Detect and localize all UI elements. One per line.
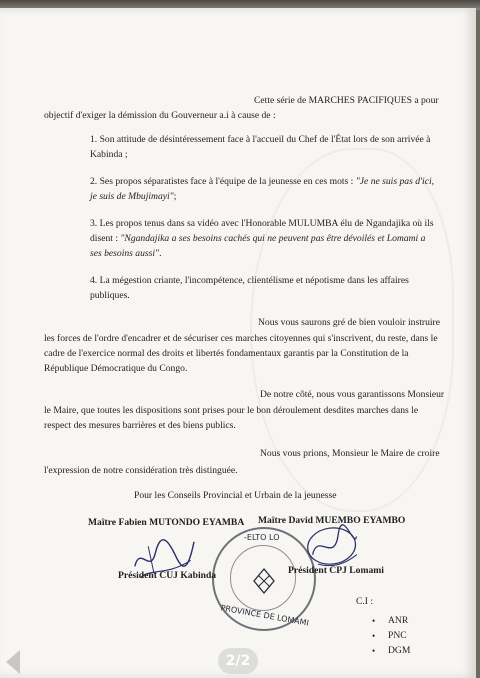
intro-line-1: Cette série de MARCHES PACIFIQUES a pour: [254, 95, 439, 106]
right-signatory-name: Maître David MUEMBO EYAMBO: [258, 515, 406, 526]
item-2-quote-b: je suis de Mbujimayi": [90, 191, 174, 202]
item-1-line-1: 1. Son attitude de désintéressement face à l'accueil du Chef de l'État lors de son arrivée à: [90, 134, 431, 145]
copy-item-dgm: DGM: [388, 645, 411, 656]
stamp-bottom-text: PROVINCE DE LOMAMI: [219, 603, 310, 628]
paragraph-1-line-2: les forces de l'ordre d'encadrer et de sécuriser ces marches citoyennes qui s'inscrivent, du reste, dans le: [44, 333, 438, 344]
page-indicator: 2/2: [218, 648, 258, 674]
item-2-line-1: [90, 176, 434, 188]
item-3-quote-a: "Ngandajika a ses besoins cachés qui ne peuvent pas être dévoilés et Lomami a: [120, 233, 426, 244]
item-3-line-1: 3. Les propos tenus dans sa vidéo avec l'Honorable MULUMBA élu de Ngandajika où ils: [90, 218, 434, 229]
copy-bullet: •: [372, 616, 376, 626]
paragraph-1-line-1: Nous vous saurons gré de bien vouloir instruire: [258, 317, 440, 328]
paragraph-2-line-3: respect des mesures barrières et des biens publics.: [44, 420, 236, 431]
right-signatory-title: Président CPJ Lomami: [288, 565, 384, 576]
item-3-end: .: [159, 248, 162, 259]
paragraph-3-line-1: Nous vous prions, Monsieur le Maire de croire: [260, 448, 440, 459]
item-4-line-1: 4. La mégestion criante, l'incompétence, clientélisme et népotisme dans les affaires: [90, 275, 409, 286]
paragraph-1-line-4: République Démocratique du Congo.: [44, 363, 188, 374]
copy-item-pnc: PNC: [388, 630, 407, 641]
left-signatory-title: Président CUJ Kabinda: [118, 570, 217, 581]
item-3-text: disent :: [90, 233, 121, 244]
item-4-line-2: publiques.: [90, 290, 130, 301]
paragraph-1-line-3: cadre de l'exercice normal des droits et libertés fondamentaux garantis par la Constitution de la: [44, 348, 409, 359]
stamp-top-text: -ELTO LO: [244, 533, 280, 542]
item-2-text: 2. Ses propos séparatistes face à l'équipe de la jeunesse en ces mots :: [90, 176, 356, 187]
copy-bullet: •: [372, 631, 376, 641]
item-3-quote-b: ses besoins aussi": [90, 248, 160, 259]
copy-bullet: •: [372, 646, 376, 656]
intro-line-2: objectif d'exiger la démission du Gouverneur a.i à cause de :: [44, 110, 276, 121]
closing-line: Pour les Conseils Provincial et Urbain de la jeunesse: [134, 490, 337, 501]
item-2-end: ;: [173, 191, 177, 202]
copy-item-anr: ANR: [388, 615, 409, 626]
left-signatory-name: Maître Fabien MUTONDO EYAMBA: [88, 517, 245, 528]
item-2-line-2: [90, 191, 176, 203]
copies-label: C.I :: [356, 596, 374, 607]
item-3-line-2: [90, 233, 425, 245]
paragraph-3-line-2: l'expression de notre considération très distinguée.: [44, 465, 238, 476]
item-2-quote-a: "Je ne suis pas d'ici,: [355, 176, 435, 187]
official-stamp: [212, 527, 316, 631]
item-3-line-3: [90, 248, 161, 260]
paragraph-2-line-2: le Maire, que toutes les dispositions sont prises pour le bon déroulement desdites marches dans le: [44, 405, 419, 416]
back-arrow-icon[interactable]: [6, 650, 20, 674]
paragraph-2-line-1: De notre côté, nous vous garantissons Monsieur: [260, 389, 445, 400]
item-1-line-2: Kabinda ;: [90, 149, 128, 160]
